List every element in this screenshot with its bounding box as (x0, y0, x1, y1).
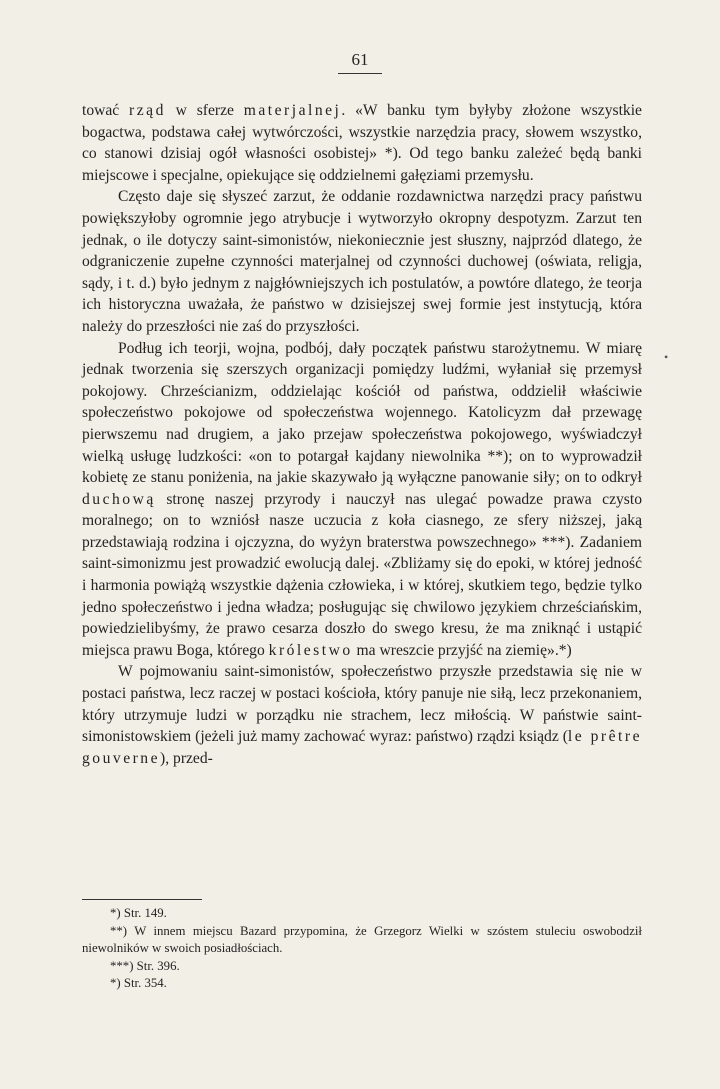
paragraph-2: Często daje się słyszeć zarzut, że oddanie rozdawnictwa narzędzi pracy państwu powiększyłoby ogromnie jego atrybucje i wytworzyło okropny despotyzm. Zarzut ten jednak, o ile dotyczy saint-simonistów, niekoniecznie jest słuszny, najprzód dlatego, że odgraniczenie zupełne czynności materjalnej od czynności duchowej (oświata, religja, sądy, i t. d.) było jednym z najgłówniejszych ich postulatów, a powtóre dlatego, że teorja ich historyczna uważała, że państwo w dzisiejszej swej formie jest instytucją, która należy do przeszłości nie zaś do przyszłości. (82, 188, 642, 335)
spaced-text: materjalnej (243, 102, 342, 119)
spaced-text: le prêtre gouverne (82, 728, 642, 767)
spaced-text: królestwo (268, 641, 353, 659)
text-run: . «W banku tym byłyby złożone wszystkie bogactwa, podstawa całej wytwórczości, wszystkie narzędzia pracy, słowem wszystko, co stanowi dzisiaj ogół własności osobistej» *). Od tego banku zależeć będą banki miejscowe i specjalne, opiekujące się oddzielnemi gałęziami przemysłu. (82, 102, 642, 184)
footnotes (82, 905, 642, 993)
text-run: stronę naszej przyrody i nauczył nas ulegać powadze prawa czysto moralnego; on to wzniósł nasze uczucia z koła ciasnego, ze sfery niższej, jaką przedstawiają rodzina i ojczyzna, do wyżyn braterstwa powszechnego» ***). Zadaniem saint-simonizmu jest prowadzić ewolucją dalej. «Zbliżamy się do epoki, w której jedność i harmonia powiążą wszystkie dążenia człowieka, i w której, skutkiem tego, będzie tylko jedno społeczeństwo i jedna władza; posługując się chwilowo językiem chrześciańskim, powiedzielibyśmy, że prawo cesarza doszło do swego kresu, że ma zniknąć i ustąpić miejsca prawu Boga, którego (82, 490, 642, 659)
text-run: W pojmowaniu saint-simonistów, społeczeństwo przyszłe przedstawia się nie w postaci państwa, lecz raczej w postaci kościoła, który panuje nie siłą, lecz przekonaniem, który utrzymuje ludzi w porządku nie strachem, lecz miłością. W państwie saint-simonistowskiem (jeżeli już mamy zachować wyraz: państwo) rządzi ksiądz ( (82, 663, 642, 746)
text-run: tować (82, 102, 130, 119)
text-run: w sferze (165, 102, 244, 119)
footnote-4: *) Str. 354. (110, 976, 167, 990)
paragraph-4 (82, 661, 642, 769)
page-number: 61 (351, 50, 369, 69)
text-run: ), przed- (160, 749, 213, 767)
page-number-rule (338, 73, 382, 74)
stray-ink-mark: • (664, 350, 669, 364)
footnote-3: ***) Str. 396. (110, 958, 180, 973)
footnote-rule (82, 899, 202, 900)
footnote-2: **) W innem miejscu Bazard przypomina, że Grzegorz Wielki w szóstem stuleciu oswobodził niewolników w swoich posiadłościach. (82, 923, 642, 955)
spaced-text: rząd (129, 102, 166, 119)
text-run: Podług ich teorji, wojna, podbój, dały początek państwu starożytnemu. W miarę jednak tworzenia się szerszych organizacji pomiędzy ludźmi, wyłaniał się przemysł pokojowy. Chrześcianizm, oddzielając kościół od państwa, oddzielił właściwie społeczeństwo pokojowe od społeczeństwa wojennego. Katolicyzm dał przewagę pierwszemu nad drugiem, a jako przejaw społeczeństwa pokojowego, wyświadczył wielką usługę ludzkości: «on to potargał kajdany niewolnika **); on to wyprowadził kobietę ze stanu poniżenia, na jakie skazywało ją wyłączne panowanie siły; on to odkrył (82, 339, 642, 487)
text-run: ma wreszcie przyjść na ziemię».*) (352, 641, 572, 659)
paragraph-1 (82, 100, 642, 186)
paragraph-3 (82, 338, 642, 662)
footnote-1: *) Str. 149. (110, 906, 167, 920)
spaced-text: duchową (82, 490, 156, 508)
body-text (82, 100, 642, 769)
